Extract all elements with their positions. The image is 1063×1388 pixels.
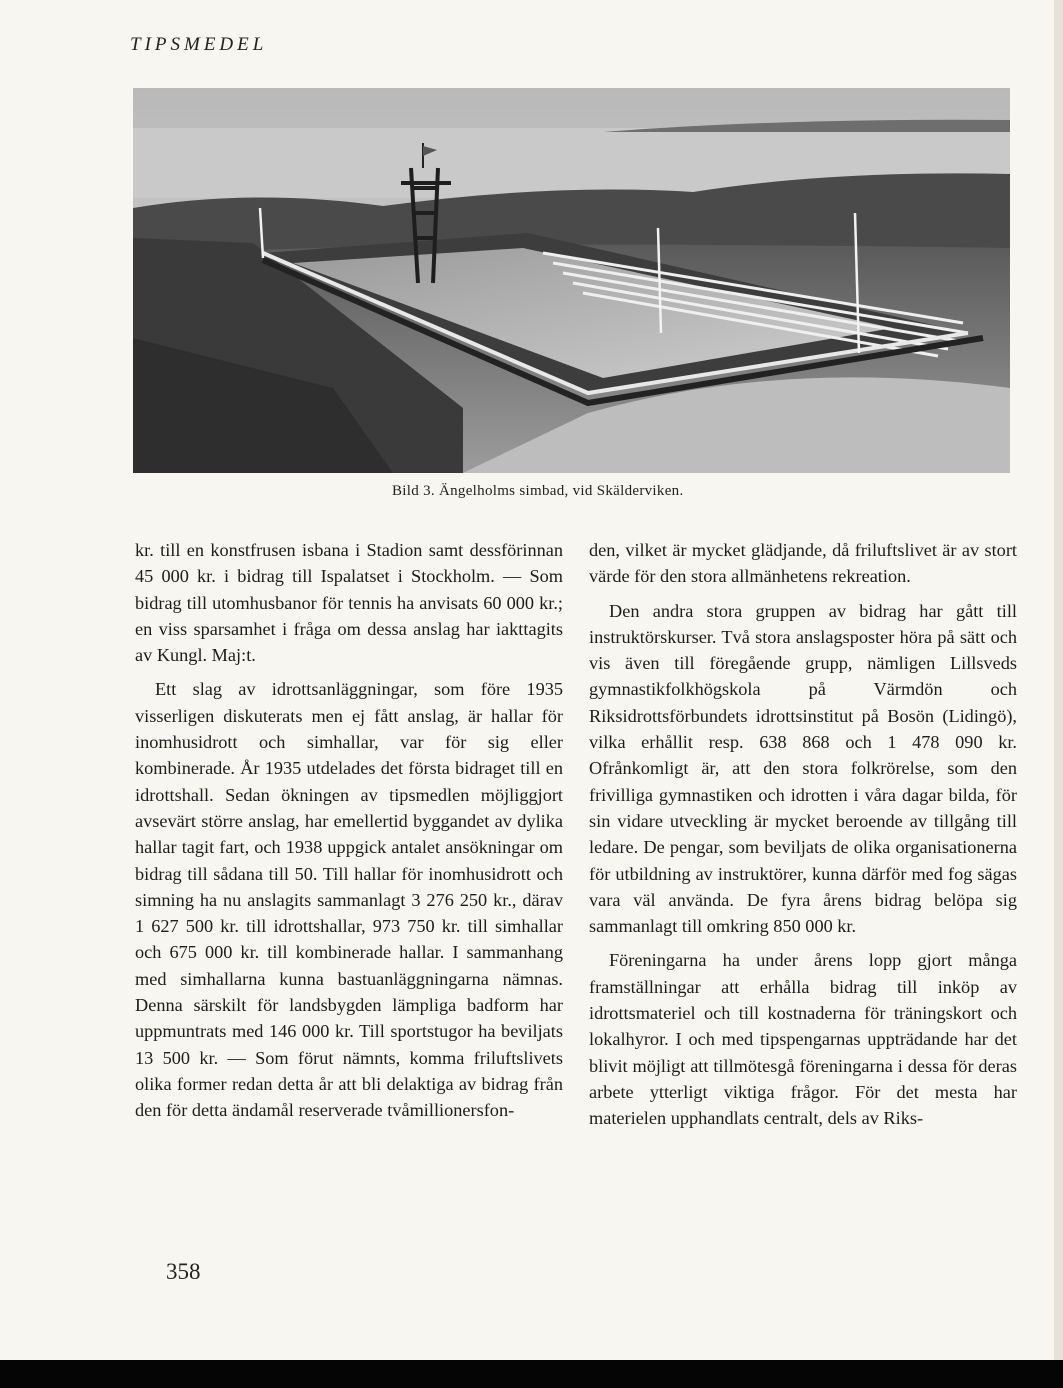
page-number: 358 — [166, 1259, 201, 1284]
paragraph: Föreningarna ha under årens lopp gjort många framställningar att erhålla bidrag till inköp av idrottsmateriel och till kostnaderna för träningskort och lokalhyror. I och med tipspengarnas uppträdande har det blivit möjligt att tillmötesgå föreningarna i dessa för deras arbete ytterligt viktiga frågor. För det mesta har materielen upphandlats centralt, dels av Riks- — [589, 950, 1017, 1129]
paragraph: kr. till en konstfrusen isbana i Stadion samt dessförinnan 45 000 kr. i bidrag till Ispalatset i Stockholm. — Som bidrag till utomhusbanor för tennis ha anvisats 60 000 kr.; en viss sparsamhet i fråga om dessa anslag har iakttagits av Kungl. Maj:t. — [135, 540, 563, 666]
paragraph: den, vilket är mycket glädjande, då friluftslivet är av stort värde för den stora allmänhetens rekreation. — [589, 540, 1017, 587]
left-column — [135, 537, 563, 1132]
running-title: TIPSMEDEL — [130, 34, 268, 55]
page-edge — [1054, 0, 1063, 1360]
paragraph: Ett slag av idrottsanläggningar, som före 1935 visserligen diskuterats men ej fått anslag, är hallar för inomhusidrott och simhallar, var för sig eller kombinerade. År 1935 utdelades det första bidraget till en idrottshall. Sedan ökningen av tipsmedlen möjliggjort avsevärt större anslag, har emellertid byggandet av dylika hallar tagit fart, och 1938 uppgick antalet ansökningar om bidrag till sådana till 50. Till hallar för inomhusidrott och simning ha nu anslagits sammanlagt 3 276 250 kr., därav 1 627 500 kr. till idrottshallar, 973 750 kr. till simhallar och 675 000 kr. till kombinerade hallar. I sammanhang med simhallarna kunna bastuanläggningarna nämnas. Denna särskilt för landsbygden lämpliga badform har uppmuntrats med 146 000 kr. Till sportstugor ha beviljats 13 500 kr. — Som förut nämnts, komma friluftslivets olika former redan detta år att bli delaktiga av bidrag från den för detta ändamål reserverade tvåmillionersfon- — [135, 679, 563, 1121]
figure-caption: Bild 3. Ängelholms simbad, vid Skälderviken. — [392, 483, 684, 499]
scan-border — [0, 1360, 1063, 1388]
figure-photo — [133, 88, 1010, 473]
right-column — [589, 537, 1017, 1140]
paragraph: Den andra stora gruppen av bidrag har gått till instruktörskurser. Två stora anslagsposter höra på sätt och vis även till föregående grupp, nämligen Lillsveds gymnastikfolkhögskola på Värmdön och Riksidrottsförbundets idrottsinstitut på Bosön (Lidingö), vilka erhållit resp. 638 868 och 1 478 090 kr. Ofrånkomligt är, att den stora folkrörelse, som den frivilliga gymnastiken och idrotten i våra dagar bilda, för sin vidare utveckling är mycket beroende av tillgång till ledare. De pengar, som beviljats de olika organisationerna för utbildning av instruktörer, kunna därför med fog sägas vara väl använda. De fyra årens bidrag belöpa sig sammanlagt till omkring 850 000 kr. — [589, 600, 1017, 937]
outdoor-swimming-pool-photo-icon — [133, 88, 1010, 473]
